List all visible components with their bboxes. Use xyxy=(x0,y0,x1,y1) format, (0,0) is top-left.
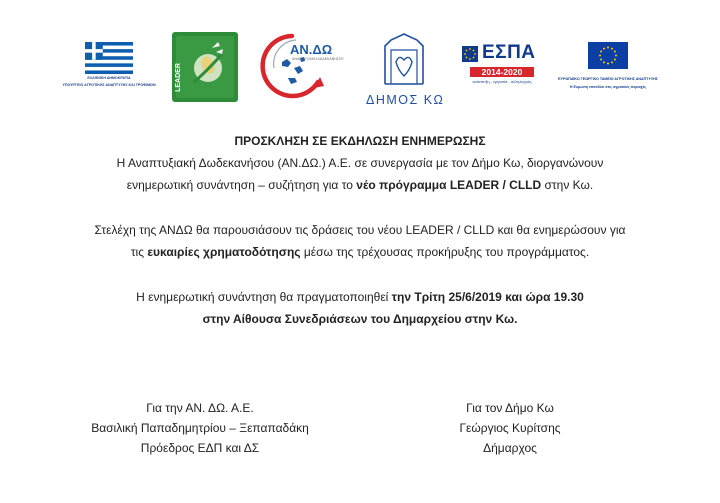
ando-logo xyxy=(252,28,344,108)
intro-line-2-bold: νέο πρόγραμμα LEADER / CLLD xyxy=(356,178,542,192)
details-line-2-pre: τις xyxy=(130,245,148,259)
greek-ministry-caption-1: ΕΛΛΗΝΙΚΗ ΔΗΜΟΚΡΑΤΙΑ xyxy=(87,76,131,80)
eu-stars-icon xyxy=(462,46,478,62)
details-line-1: Στελέχη της ΑΝΔΩ θα παρουσιάσουν τις δράσεις του νέου LEADER / CLLD και θα ενημερώσουν για xyxy=(94,223,626,237)
ando-swoosh-icon xyxy=(252,28,338,108)
details-line-2-bold: ευκαιρίες χρηματοδότησης xyxy=(147,245,301,259)
signature-kos xyxy=(420,398,600,458)
signature-kos-role: Δήμαρχος xyxy=(483,441,537,455)
eu-fund-logo xyxy=(556,42,660,102)
espa-years: 2014-2020 xyxy=(470,67,534,77)
signature-ando-role: Πρόεδρος ΕΔΠ και ΔΣ xyxy=(140,441,260,455)
meeting-venue: στην Αίθουσα Συνεδριάσεων του Δημαρχείου στην Κω. xyxy=(202,312,518,326)
paragraph-when-where xyxy=(0,286,720,330)
signature-kos-line-1: Για τον Δήμο Κω xyxy=(466,401,554,415)
intro-line-2 xyxy=(0,174,720,196)
intro-line-1: Η Αναπτυξιακή Δωδεκανήσου (ΑΝ.ΔΩ.) Α.Ε. σε συνεργασία με τον Δήμο Κω, διοργανώνουν xyxy=(116,156,604,170)
greek-ministry-caption-2: ΥΠΟΥΡΓΕΙΟ ΑΓΡΟΤΙΚΗΣ ΑΝΑΠΤΥΞΗΣ ΚΑΙ ΤΡΟΦΙΜΩΝ xyxy=(62,82,156,87)
paragraph-details xyxy=(0,219,720,263)
details-line-2 xyxy=(0,241,720,263)
eu-fund-caption-1: ΕΥΡΩΠΑΪΚΟ ΓΕΩΡΓΙΚΟ ΤΑΜΕΙΟ ΑΓΡΟΤΙΚΗΣ ΑΝΑΠΤΥΞΗΣ xyxy=(558,77,658,81)
when-line-pre: Η ενημερωτική συνάντηση θα πραγματοποιηθεί xyxy=(136,290,392,304)
leader-label: LEADER xyxy=(174,63,182,92)
kos-emblem-icon xyxy=(381,32,427,86)
where-line xyxy=(0,308,720,330)
signature-ando-line-1: Για την ΑΝ. ΔΩ. Α.Ε. xyxy=(146,401,254,415)
dimos-kos-label: ΔΗΜΟΣ ΚΩ xyxy=(366,93,445,107)
greek-flag-icon xyxy=(85,42,133,74)
signature-ando-name: Βασιλική Παπαδημητρίου – Ξεπαπαδάκη xyxy=(91,421,309,435)
signature-ando xyxy=(60,398,340,458)
leader-logo xyxy=(172,32,238,102)
ando-subtitle: ΑΝΑΠΤΥΞΙΑΚΗ ΔΩΔΕΚΑΝΗΣΟΥ xyxy=(292,57,344,61)
dimos-kos-logo xyxy=(366,32,445,107)
invitation-body xyxy=(0,130,720,353)
greek-ministry-logo xyxy=(60,42,158,102)
eu-fund-caption-2: Η Ευρώπη επενδύει στις αγροτικές περιοχές xyxy=(569,84,647,89)
meeting-datetime: την Τρίτη 25/6/2019 και ώρα 19.30 xyxy=(391,290,584,304)
ando-brand-text: ΑΝ.ΔΩ xyxy=(290,42,333,57)
signature-kos-name: Γεώργιος Κυρίτσης xyxy=(459,421,561,435)
eu-flag-icon xyxy=(588,42,628,69)
espa-tagline: ανάπτυξη - εργασία - αλληλεγγύη xyxy=(472,79,532,84)
espa-word: ΕΣΠΑ xyxy=(482,42,536,63)
intro-line-2-pre: ενημερωτική συνάντηση – συζήτηση για το xyxy=(126,178,357,192)
intro-line-2-post: στην Κω. xyxy=(541,178,594,192)
logo-strip xyxy=(0,28,720,108)
details-line-2-post: μέσω της τρέχουσας προκήρυξης του προγράμματος. xyxy=(300,245,590,259)
leader-text xyxy=(176,62,188,98)
when-line xyxy=(0,286,720,308)
espa-logo xyxy=(462,42,536,94)
paragraph-intro xyxy=(0,152,720,196)
invitation-title: ΠΡΟΣΚΛΗΣΗ ΣΕ ΕΚΔΗΛΩΣΗ ΕΝΗΜΕΡΩΣΗΣ xyxy=(234,134,486,148)
